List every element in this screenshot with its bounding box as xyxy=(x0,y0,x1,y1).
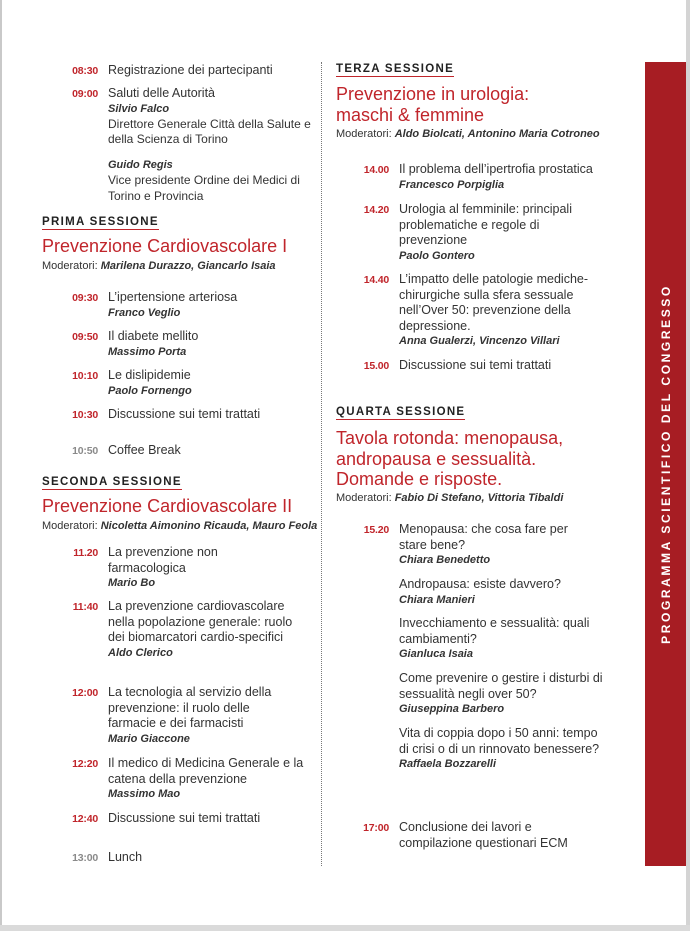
item-time: 11.20 xyxy=(73,547,98,559)
page-frame-right xyxy=(686,0,690,931)
sidebar-band xyxy=(645,62,686,866)
item-time: 14.20 xyxy=(363,204,389,216)
schedule-item-greetings xyxy=(62,86,318,148)
schedule-item-greetings-2 xyxy=(62,158,318,204)
session-label: QUARTA SESSIONE xyxy=(336,406,466,418)
session-title: Tavola rotonda: menopausa, andropausa e sessualità. Domande e risposte. xyxy=(336,428,564,489)
schedule-item xyxy=(62,685,318,747)
page-frame-bottom xyxy=(0,925,690,931)
item-time: 10:50 xyxy=(72,445,98,457)
item-speaker: Silvio Falco xyxy=(108,102,170,115)
item-title: Invecchiamento e sessualità: quali cambiamenti? xyxy=(399,616,590,646)
item-title: Registrazione dei partecipanti xyxy=(108,63,273,77)
moderators-names: Marilena Durazzo, Giancarlo Isaia xyxy=(100,260,276,272)
moderators-label: Moderatori: xyxy=(42,260,98,272)
sidebar-title: PROGRAMMA SCIENTIFICO DEL CONGRESSO xyxy=(658,284,673,644)
session-moderators xyxy=(42,260,276,272)
moderators-label: Moderatori: xyxy=(336,492,392,504)
schedule-item-lunch xyxy=(62,850,318,866)
schedule-item xyxy=(62,811,318,827)
page-frame-left xyxy=(0,0,2,931)
item-speaker: Massimo Mao xyxy=(108,788,181,800)
item-title: Il medico di Medicina Generale e la catena della prevenzione xyxy=(108,756,304,786)
schedule-item xyxy=(62,329,318,360)
item-title: Discussione sui temi trattati xyxy=(108,811,261,825)
item-time: 09:00 xyxy=(72,88,98,100)
schedule-item xyxy=(62,599,318,661)
item-time: 12:00 xyxy=(72,687,98,699)
schedule-item xyxy=(353,671,643,717)
item-speaker: Gianluca Isaia xyxy=(399,648,473,660)
item-title: Menopausa: che cosa fare per stare bene? xyxy=(399,522,568,552)
item-time: 09:50 xyxy=(72,331,98,343)
moderators-label: Moderatori: xyxy=(336,128,392,140)
moderators-names: Aldo Biolcati, Antonino Maria Cotroneo xyxy=(394,128,600,140)
schedule-item xyxy=(353,162,643,193)
schedule-item xyxy=(62,290,318,321)
item-title: Come prevenire o gestire i disturbi di sessualità negli over 50? xyxy=(399,671,603,701)
item-speaker: Mario Giaccone xyxy=(108,732,190,745)
item-title: Conclusione dei lavori e compilazione questionari ECM xyxy=(399,820,568,850)
item-title: Vita di coppia dopo i 50 anni: tempo di crisi o di un rinnovato benessere? xyxy=(399,726,600,756)
speaker-role: Vice presidente Ordine dei Medici di Torino e Provincia xyxy=(108,173,300,203)
session-label: TERZA SESSIONE xyxy=(336,63,455,75)
session-moderators xyxy=(336,128,600,140)
session-moderators xyxy=(42,520,317,532)
item-speaker: Raffaela Bozzarelli xyxy=(399,758,497,770)
schedule-item xyxy=(62,407,318,423)
session-label: SECONDA SESSIONE xyxy=(42,476,182,488)
item-time: 17:00 xyxy=(363,822,389,834)
item-title: L’ipertensione arteriosa xyxy=(108,290,238,304)
session-title: Prevenzione Cardiovascolare I xyxy=(42,236,288,256)
item-time: 10:30 xyxy=(72,409,98,421)
moderators-names: Nicoletta Aimonino Ricauda, Mauro Feola xyxy=(100,520,318,532)
schedule-item xyxy=(353,522,643,568)
session-title: Prevenzione in urologia: maschi & femmine xyxy=(336,84,530,125)
item-speaker: Massimo Porta xyxy=(108,345,187,358)
speaker-role: Direttore Generale Città della Salute e della Scienza di Torino xyxy=(108,116,311,146)
item-title: Saluti delle Autorità xyxy=(108,86,216,100)
schedule-item xyxy=(353,616,643,662)
item-time: 12:40 xyxy=(72,813,98,825)
item-speaker: Franco Veglio xyxy=(108,306,181,319)
session-label: PRIMA SESSIONE xyxy=(42,216,159,228)
item-title: Urologia al femminile: principali problematiche e regole di prevenzione xyxy=(399,202,572,247)
moderators-names: Fabio Di Stefano, Vittoria Tibaldi xyxy=(394,492,564,504)
item-title: Le dislipidemie xyxy=(108,368,191,382)
schedule-item xyxy=(353,272,643,349)
item-title: Il problema dell’ipertrofia prostatica xyxy=(399,162,593,176)
item-time: 15.00 xyxy=(363,360,389,372)
item-time: 10:10 xyxy=(72,370,98,382)
item-time: 14.00 xyxy=(363,164,389,176)
item-time: 13:00 xyxy=(72,852,98,864)
schedule-item xyxy=(353,358,643,374)
item-title: La prevenzione cardiovascolare nella popolazione generale: ruolo dei biomarcatori cardio-specifici xyxy=(108,599,293,644)
item-time: 09:30 xyxy=(72,292,98,304)
item-title: Lunch xyxy=(108,850,143,864)
session-title: Prevenzione Cardiovascolare II xyxy=(42,496,293,516)
item-title: Discussione sui temi trattati xyxy=(108,407,261,421)
item-title: Discussione sui temi trattati xyxy=(399,358,552,372)
schedule-item-conclusion xyxy=(353,820,643,851)
moderators-label: Moderatori: xyxy=(42,520,98,532)
schedule-item xyxy=(62,368,318,399)
schedule-item-coffee-break xyxy=(62,443,318,459)
item-title: Coffee Break xyxy=(108,443,181,457)
item-speaker: Chiara Benedetto xyxy=(399,554,491,566)
item-time: 14.40 xyxy=(363,274,389,286)
item-speaker: Aldo Clerico xyxy=(108,646,173,659)
item-title: La prevenzione non farmacologica xyxy=(108,545,218,575)
item-speaker: Guido Regis xyxy=(108,159,173,171)
schedule-item xyxy=(353,202,643,264)
item-time: 12:20 xyxy=(72,758,98,770)
item-speaker: Mario Bo xyxy=(108,577,156,589)
item-title: L’impatto delle patologie mediche-chirurgiche sulla sfera sessuale nell’Over 50: prevenzione della depressione. xyxy=(399,272,589,333)
item-title: La tecnologia al servizio della prevenzione: il ruolo delle farmacie e dei farmacisti xyxy=(108,685,272,730)
column-divider xyxy=(321,62,322,866)
item-speaker: Paolo Fornengo xyxy=(108,384,192,397)
item-speaker: Francesco Porpiglia xyxy=(399,178,505,191)
schedule-item xyxy=(353,577,643,608)
schedule-item-registration xyxy=(62,63,318,79)
item-speaker: Anna Gualerzi, Vincenzo Villari xyxy=(399,335,560,347)
item-speaker: Giuseppina Barbero xyxy=(399,703,505,715)
item-time: 11:40 xyxy=(72,601,98,613)
schedule-item xyxy=(353,726,643,772)
item-title: Andropausa: esiste davvero? xyxy=(399,577,561,591)
item-speaker: Paolo Gontero xyxy=(399,249,475,262)
session-moderators xyxy=(336,492,563,504)
schedule-item xyxy=(62,756,318,802)
schedule-item xyxy=(62,545,318,591)
item-speaker: Chiara Manieri xyxy=(399,593,475,606)
item-time: 15.20 xyxy=(363,524,389,536)
item-time: 08:30 xyxy=(72,65,98,77)
item-title: Il diabete mellito xyxy=(108,329,199,343)
